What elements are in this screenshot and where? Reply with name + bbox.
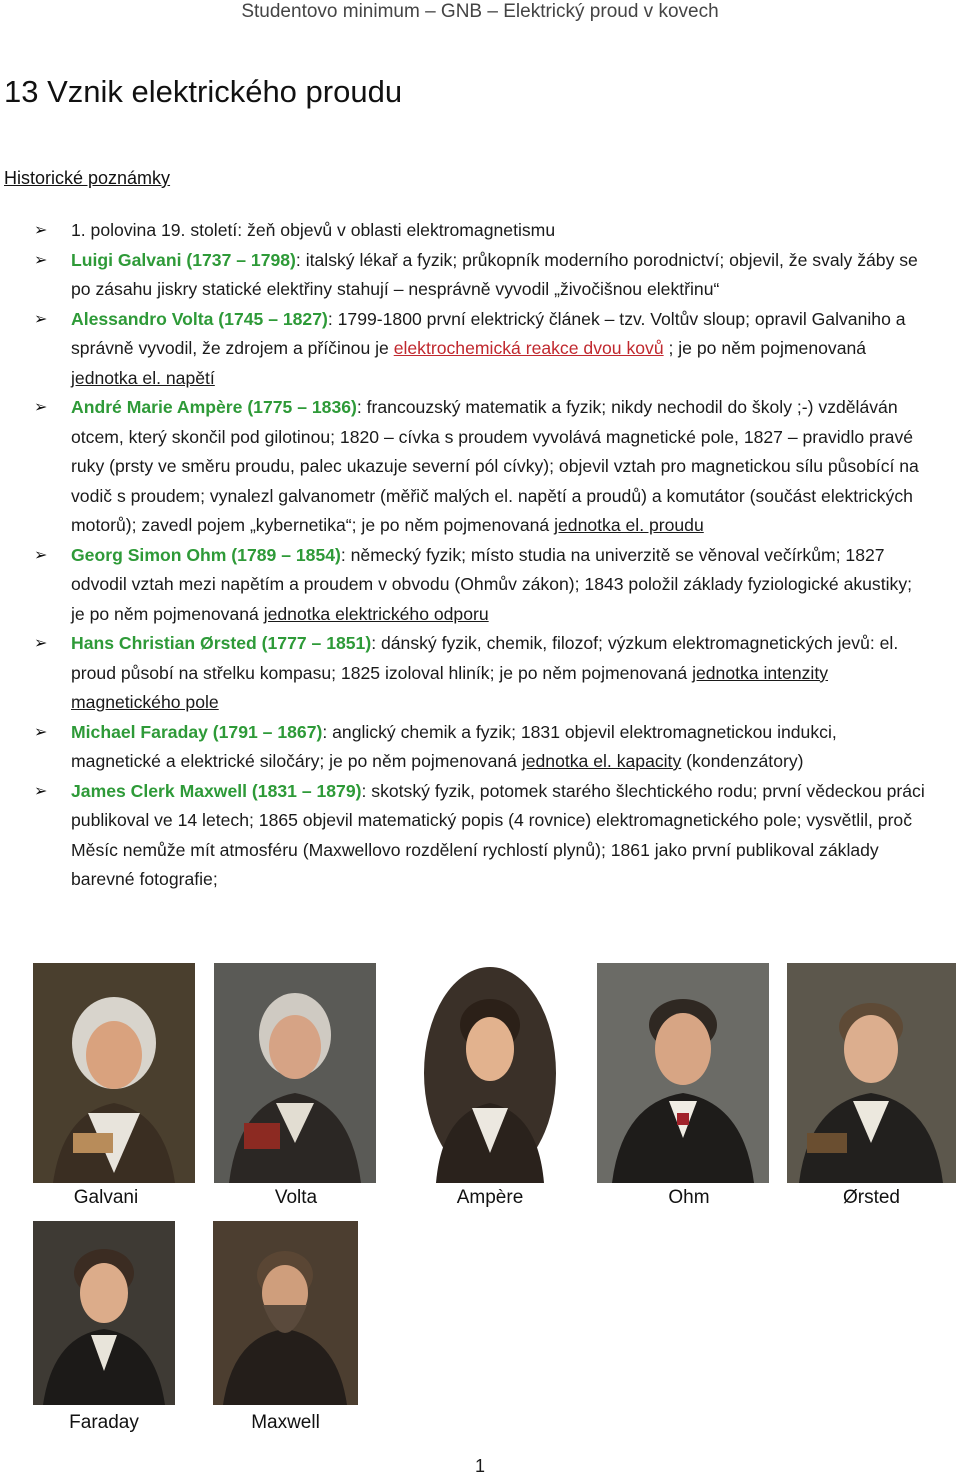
portrait-maxwell [213, 1221, 358, 1405]
highlight-link: elektrochemická reakce dvou kovů [393, 338, 664, 358]
scientist-name: Alessandro Volta (1745 – 1827) [71, 308, 328, 329]
portrait-caption: Ohm [668, 1187, 710, 1208]
portrait-caption: Volta [274, 1187, 318, 1208]
list-item: ➢ Michael Faraday (1791 – 1867): anglický chemik a fyzik; 1831 objevil elektromagnetickou indukci, magnetické a elektrické siločáry; je po něm pojmenovaná jednotka el. kapacity (kondenzátory) [0, 718, 930, 777]
list-item: ➢ Georg Simon Ohm (1789 – 1854): německý fyzik; místo studia na univerzitě se věnoval večírkům; 1827 odvodil vztah mezi napětím a proudem v obvodu (Ohmův zákon); 1843 položil základy fyziologické akustiky; je po něm pojmenovaná jednotka elektrického odporu [0, 541, 930, 630]
scientist-name: Hans Christian Ørsted (1777 – 1851) [71, 633, 372, 653]
portrait-caption: Maxwell [251, 1412, 320, 1433]
list-item: ➢ Luigi Galvani (1737 – 1798): italský lékař a fyzik; průkopník moderního porodnictví; objevil, že svaly žáby se po zásahu jiskry statické elektřiny stahují – nesprávně vyvodil „živočišnou elektřinu“ [0, 246, 930, 305]
list-item: ➢ Hans Christian Ørsted (1777 – 1851): dánský fyzik, chemik, filozof; výzkum elektromagnetických jevů: el. proud působí na střelku kompasu; 1825 izoloval hliník; je po něm pojmenovaná jednotka intenzity magnetického pole [0, 629, 930, 718]
portrait-ohm [597, 963, 769, 1183]
scientist-name: Georg Simon Ohm (1789 – 1854) [71, 544, 341, 565]
unit-text: jednotka el. kapacity [521, 751, 682, 771]
portrait-caption: Faraday [69, 1412, 139, 1433]
scientist-name: Luigi Galvani (1737 – 1798) [71, 249, 296, 270]
arrow-bullet-icon: ➢ [34, 546, 48, 564]
list-item: ➢ James Clerk Maxwell (1831 – 1879): skotský fyzik, potomek starého šlechtického rodu; první vědeckou práci publikoval ve 14 letech; 1865 objevil matematický popis (4 rovnice) elektromagnetického pole; vysvětlil, proč Měsíc nemůže mít atmosféru (Maxwellovo rozdělení rychlostí plynů); 1861 jako první publikoval základy barevné fotografie; [0, 777, 930, 895]
portrait-faraday [33, 1221, 175, 1405]
arrow-bullet-icon: ➢ [34, 310, 48, 328]
portrait-orsted [787, 963, 956, 1183]
page-number: 1 [474, 1456, 485, 1476]
portrait-volta [214, 963, 376, 1183]
arrow-bullet-icon: ➢ [34, 782, 48, 800]
portrait-caption: Ørsted [842, 1187, 901, 1208]
arrow-bullet-icon: ➢ [34, 399, 48, 416]
scientist-name: Michael Faraday (1791 – 1867) [71, 721, 323, 742]
portrait-galvani [33, 963, 195, 1183]
section-subtitle: Historické poznámky [4, 168, 171, 188]
unit-text: jednotka el. proudu [554, 515, 704, 535]
unit-text: jednotka elektrického odporu [263, 603, 489, 624]
history-list [0, 216, 930, 895]
arrow-bullet-icon: ➢ [34, 222, 48, 239]
portrait-caption: Ampère [456, 1187, 524, 1208]
list-item: ➢ André Marie Ampère (1775 – 1836): francouzský matematik a fyzik; nikdy nechodil do školy ;-) vzděláván otcem, který skončil pod gilotinou; 1820 – cívka s proudem vyvolává magnetické pole, 1827 – pravidlo pravé ruky (prsty ve směru proudu, palec ukazuje severní pól cívky); objevil vztah pro magnetickou sílu působící na vodič s proudem; vynalezl galvanometr (měřič malých el. napětí a proudů) a komutátor (součást elektrických motorů); zavedl pojem „kybernetika“; je po něm pojmenovaná jednotka el. proudu [0, 393, 930, 541]
list-item: ➢ Alessandro Volta (1745 – 1827): 1799-1800 první elektrický článek – tzv. Voltův sloup; opravil Galvaniho a správně vyvodil, že zdrojem a příčinou je elektrochemická reakce dvou kovů ; je po něm pojmenovaná jednotka el. napětí [0, 305, 930, 394]
unit-text: jednotka intenzity magnetického pole [71, 662, 829, 712]
list-item: ➢ 1. polovina 19. století: žeň objevů v oblasti elektromagnetismu [0, 216, 930, 246]
scientist-name: André Marie Ampère (1775 – 1836) [71, 397, 357, 417]
unit-text: jednotka el. napětí [71, 367, 215, 388]
arrow-bullet-icon: ➢ [34, 251, 48, 269]
arrow-bullet-icon: ➢ [34, 723, 48, 741]
arrow-bullet-icon: ➢ [34, 635, 48, 652]
portrait-ampere [422, 963, 558, 1183]
page-header: Studentovo minimum – GNB – Elektrický proud v kovech [241, 1, 719, 22]
page-title: 13 Vznik elektrického proudu [4, 74, 403, 109]
portrait-caption: Galvani [73, 1187, 139, 1208]
scientist-name: James Clerk Maxwell (1831 – 1879) [71, 780, 362, 801]
